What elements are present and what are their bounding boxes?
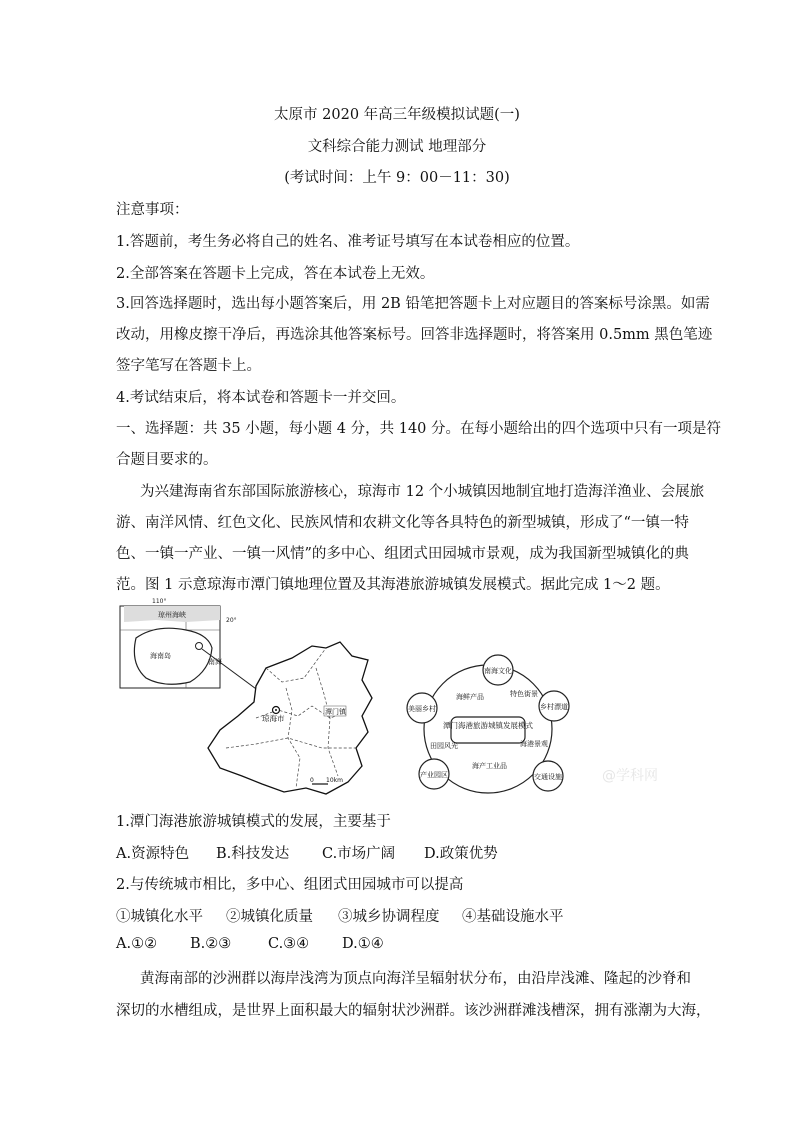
qionghai-map (208, 642, 372, 794)
model-link-1: 海鲜产品 (456, 693, 484, 701)
development-model-diagram (407, 655, 569, 793)
note-3-line-3: 签字笔写在答题卡上。 (116, 358, 261, 374)
q1-option-b: B.科技发达 (216, 846, 290, 862)
q2-statement-3: ③城乡协调程度 (338, 909, 440, 925)
q1-stem: 1.潭门海港旅游城镇模式的发展，主要基于 (116, 814, 391, 830)
q1-option-a: A.资源特色 (116, 846, 190, 862)
notes-heading: 注意事项： (116, 202, 189, 218)
model-link-2: 特色街景 (510, 690, 538, 698)
note-3-line-2: 改动，用橡皮擦干净后，再选涂其他答案标号。回答非选择题时，将答案用 0.5mm 黑色笔迹 (116, 327, 713, 343)
model-link-3: 海港景观 (520, 740, 548, 748)
model-link-5: 田园风光 (430, 742, 458, 750)
passage1-line-3: 色、一镇一产业、一镇一风情”的多中心、组团式田园城市景观，成为我国新型城镇化的典 (116, 546, 689, 562)
exam-time: (考试时间：上午 9：00－11：30) (284, 170, 510, 186)
note-4: 4.考试结束后，将本试卷和答题卡一并交回。 (116, 390, 406, 406)
section-heading-line-2: 合题目要求的。 (116, 452, 218, 468)
q2-statement-2: ②城镇化质量 (226, 909, 313, 925)
note-1: 1.答题前，考生务必将自己的姓名、准考证号填写在本试卷相应的位置。 (116, 234, 580, 250)
model-node-5: 美丽乡村 (408, 705, 436, 713)
town-label: 潭门镇 (325, 708, 346, 716)
note-2: 2.全部答案在答题卡上完成，答在本试卷上无效。 (116, 266, 435, 282)
note-3-line-1: 3.回答选择题时，选出每小题答案后，用 2B 铅笔把答题卡上对应题目的答案标号涂黑。如需 (116, 296, 710, 312)
passage1-line-1: 为兴建海南省东部国际旅游核心，琼海市 12 个小城镇因地制宜地打造海洋渔业、会展旅 (140, 484, 705, 500)
q2-option-a: A.①② (116, 936, 158, 952)
model-center-label: 潭门海港旅游城镇发展模式 (443, 721, 533, 730)
model-link-4: 海产工业品 (472, 762, 507, 770)
q2-option-b: B.②③ (190, 936, 232, 952)
q1-option-c: C.市场广阔 (322, 846, 396, 862)
figure-1-graphic (116, 598, 686, 808)
q2-option-d: D.①④ (342, 936, 384, 952)
scale-zero: 0 (310, 777, 314, 784)
q2-stem: 2.与传统城市相比，多中心、组团式田园城市可以提高 (116, 877, 464, 893)
model-node-1: 南海文化 (484, 667, 512, 675)
exam-title: 太原市 2020 年高三年级模拟试题(一) (274, 107, 520, 123)
passage1-line-2: 游、南洋风情、红色文化、民族风情和农耕文化等各具特色的新型城镇，形成了“一镇一特 (116, 515, 689, 531)
city-label: 琼海市 (262, 714, 285, 723)
scale-label: 10km (326, 777, 343, 784)
q2-option-c: C.③④ (268, 936, 310, 952)
q2-statement-1: ①城镇化水平 (116, 909, 203, 925)
inset-strait-label: 琼州海峡 (158, 611, 186, 619)
model-node-4: 产业园区 (420, 771, 448, 779)
q2-options (116, 936, 686, 952)
section-heading-line-1: 一、选择题：共 35 小题，每小题 4 分，共 140 分。在每小题给出的四个选项中只有一项是符 (116, 421, 722, 437)
q1-option-d: D.政策优势 (424, 846, 498, 862)
exam-subtitle: 文科综合能力测试 地理部分 (307, 139, 487, 155)
model-node-3: 交通设施 (534, 773, 562, 781)
inset-lon-label: 110° (152, 598, 167, 605)
inset-lat-label: 20° (226, 617, 237, 624)
inset-island-label: 海南岛 (150, 652, 171, 660)
figure-1 (116, 598, 686, 808)
passage2-line-1: 黄海南部的沙洲群以海岸浅湾为顶点向海洋呈辐射状分布，由沿岸浅滩、隆起的沙脊和 (140, 971, 691, 987)
q1-options (116, 842, 686, 863)
model-node-2: 乡村漂道 (540, 703, 568, 711)
inset-sea-label: 南海 (208, 658, 222, 666)
passage2-line-2: 深切的水槽组成，是世界上面积最大的辐射状沙洲群。该沙洲群滩浅槽深，拥有涨潮为大海， (116, 1003, 711, 1019)
watermark: @学科网 (602, 768, 658, 784)
q2-statements (116, 905, 686, 926)
q2-statement-4: ④基础设施水平 (462, 909, 564, 925)
passage1-line-4: 范。图 1 示意琼海市潭门镇地理位置及其海港旅游城镇发展模式。据此完成 1～2 题。 (116, 577, 670, 593)
